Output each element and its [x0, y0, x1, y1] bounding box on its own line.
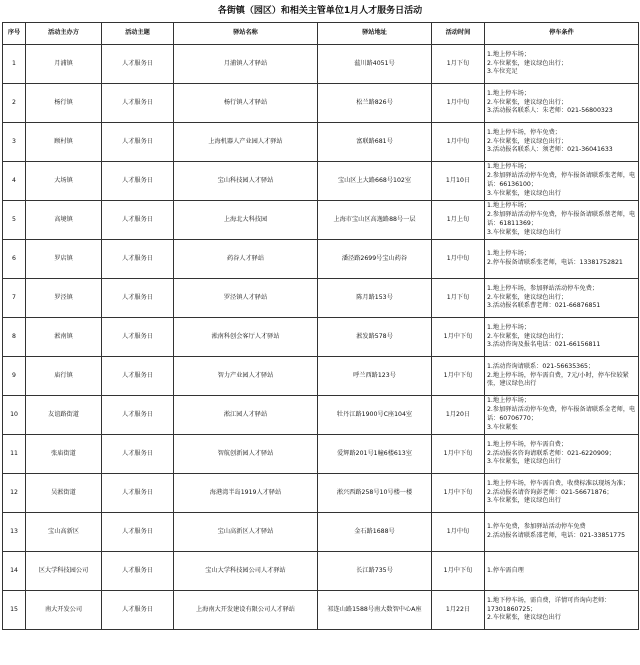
- condition-line: 1.地上停车场；: [487, 50, 531, 58]
- condition-line: 3.活动报名联系曹老师：021-66876851: [487, 302, 601, 310]
- header-no: 序号: [3, 23, 26, 45]
- cell-host: 区大学科技园公司: [26, 552, 102, 591]
- cell-no: 15: [3, 591, 26, 630]
- table-row: [3, 513, 639, 552]
- condition-line: 2.活动报名咨询请联系老师：021-6220909；: [487, 449, 615, 457]
- cell-station: 宝山科技园人才驿站: [174, 162, 318, 201]
- cell-no: 7: [3, 279, 26, 318]
- header-address: 驿站地址: [318, 23, 432, 45]
- cell-host: 罗泾镇: [26, 279, 102, 318]
- cell-time: 1月中旬: [432, 240, 485, 279]
- cell-conditions: [485, 591, 639, 630]
- cell-time: 1月20日: [432, 396, 485, 435]
- cell-host: 友谊路街道: [26, 396, 102, 435]
- condition-line: 2.活动报名请咨询彭老师：021-56671876；: [487, 488, 613, 496]
- cell-host: 庙行镇: [26, 357, 102, 396]
- condition-line: 1.地上停车场；: [487, 323, 531, 331]
- table-row: [3, 45, 639, 84]
- table-row: [3, 591, 639, 630]
- cell-time: 1月中下旬: [432, 435, 485, 474]
- cell-time: 1月下旬: [432, 45, 485, 84]
- cell-host: 南大开发公司: [26, 591, 102, 630]
- cell-time: 1月22日: [432, 591, 485, 630]
- cell-conditions: [485, 435, 639, 474]
- cell-theme: 人才服务日: [102, 123, 174, 162]
- condition-line: 2.车位紧张，建议绿色出行；: [487, 98, 568, 106]
- cell-station: 淞南科创会客厅人才驿站: [174, 318, 318, 357]
- table-body: [3, 45, 639, 630]
- cell-station: 宝山大学科技园公司人才驿站: [174, 552, 318, 591]
- condition-line: 2.车位紧张，建议绿色出行: [487, 614, 561, 622]
- cell-no: 1: [3, 45, 26, 84]
- cell-address: 潘泾路2699号宝山药谷: [318, 240, 432, 279]
- cell-theme: 人才服务日: [102, 357, 174, 396]
- cell-theme: 人才服务日: [102, 396, 174, 435]
- cell-time: 1月中下旬: [432, 552, 485, 591]
- condition-line: 2.参加驿站活动停车免费，停车报备请联系张老师，电话：66136100；: [487, 172, 636, 188]
- cell-station: 上海南大开发建设有限公司人才驿站: [174, 591, 318, 630]
- cell-conditions: [485, 279, 639, 318]
- cell-station: 智力产业园人才驿站: [174, 357, 318, 396]
- condition-line: 1.地上停车场，参加驿站活动停车免费；: [487, 284, 599, 292]
- cell-host: 大场镇: [26, 162, 102, 201]
- cell-conditions: [485, 474, 639, 513]
- header-station: 驿站名称: [174, 23, 318, 45]
- cell-conditions: [485, 162, 639, 201]
- table-row: [3, 123, 639, 162]
- cell-time: 1月中下旬: [432, 474, 485, 513]
- condition-line: 1.地上停车场，停车需自费；: [487, 440, 568, 448]
- cell-theme: 人才服务日: [102, 591, 174, 630]
- table-row: [3, 552, 639, 591]
- condition-line: 3.活动报名联系人：朱老师：021-56800323: [487, 107, 613, 115]
- cell-address: 牡丹江路1900号C座104室: [318, 396, 432, 435]
- table-row: [3, 396, 639, 435]
- cell-time: 1月中旬: [432, 84, 485, 123]
- cell-no: 5: [3, 201, 26, 240]
- table-row: [3, 474, 639, 513]
- cell-station: 宝山高新区人才驿站: [174, 513, 318, 552]
- condition-line: 2.车位紧张，建议绿色出行；: [487, 137, 568, 145]
- cell-theme: 人才服务日: [102, 201, 174, 240]
- cell-host: 张庙街道: [26, 435, 102, 474]
- cell-no: 2: [3, 84, 26, 123]
- cell-no: 10: [3, 396, 26, 435]
- cell-conditions: [485, 357, 639, 396]
- cell-host: 高境镇: [26, 201, 102, 240]
- cell-station: 上海机器人产业园人才驿站: [174, 123, 318, 162]
- condition-line: 3.车位紧张，建议绿色出行: [487, 228, 561, 236]
- condition-line: 2.车位紧张，建议绿色出行；: [487, 332, 568, 340]
- cell-no: 14: [3, 552, 26, 591]
- cell-theme: 人才服务日: [102, 474, 174, 513]
- table-row: [3, 162, 639, 201]
- cell-time: 1月中下旬: [432, 318, 485, 357]
- condition-line: 2.活动报名请联系邵老师，电话：021-33851775: [487, 532, 626, 539]
- cell-host: 淞南镇: [26, 318, 102, 357]
- condition-line: 1.停车免费，参加驿站活动停车免费: [487, 523, 586, 531]
- cell-conditions: [485, 513, 639, 552]
- cell-host: 顾村镇: [26, 123, 102, 162]
- cell-address: 金石路1688号: [318, 513, 432, 552]
- cell-time: 1月10日: [432, 162, 485, 201]
- table-row: [3, 240, 639, 279]
- cell-address: 松兰路826号: [318, 84, 432, 123]
- cell-station: 药谷人才驿站: [174, 240, 318, 279]
- cell-no: 8: [3, 318, 26, 357]
- cell-host: 吴淞街道: [26, 474, 102, 513]
- condition-line: 2.车位紧张，建议绿色出行；: [487, 293, 568, 301]
- page-title: 各街镇（园区）和相关主管单位1月人才服务日活动: [217, 6, 423, 16]
- cell-no: 4: [3, 162, 26, 201]
- condition-line: 3.活动咨询及报名电话：021-66156811: [487, 341, 601, 349]
- cell-conditions: [485, 201, 639, 240]
- cell-time: 1月下旬: [432, 279, 485, 318]
- cell-conditions: [485, 123, 639, 162]
- condition-line: 3.车位紧张，建议绿色出行: [487, 497, 561, 505]
- cell-theme: 人才服务日: [102, 240, 174, 279]
- condition-line: 3.车位充足: [487, 68, 518, 76]
- cell-theme: 人才服务日: [102, 279, 174, 318]
- cell-theme: 人才服务日: [102, 45, 174, 84]
- cell-conditions: [485, 396, 639, 435]
- condition-line: 1.活动咨询请联系：021-56635365；: [487, 362, 595, 370]
- cell-station: 杨行镇人才驿站: [174, 84, 318, 123]
- cell-station: 海港湾半岛1919人才驿站: [174, 474, 318, 513]
- header-host: 活动主办方: [26, 23, 102, 45]
- cell-theme: 人才服务日: [102, 318, 174, 357]
- cell-address: 爱辉路201号1幢6楼613室: [318, 435, 432, 474]
- cell-theme: 人才服务日: [102, 552, 174, 591]
- condition-line: 1.地下停车场，需自费，详情可咨询向老师：17301860725；: [487, 596, 611, 613]
- cell-address: 长江路735号: [318, 552, 432, 591]
- table-row: [3, 84, 639, 123]
- condition-line: 3.活动报名联系人：须老师：021-36041633: [487, 146, 613, 154]
- cell-no: 3: [3, 123, 26, 162]
- cell-address: 陈月路153号: [318, 279, 432, 318]
- cell-station: 罗泾镇人才驿站: [174, 279, 318, 318]
- cell-theme: 人才服务日: [102, 84, 174, 123]
- cell-conditions: [485, 45, 639, 84]
- cell-time: 1月中旬: [432, 123, 485, 162]
- condition-line: 1.地上停车场，停车需自费，收费标准以现场为准；: [487, 479, 630, 487]
- cell-address: 蕰川路4051号: [318, 45, 432, 84]
- cell-station: 淞江园人才驿站: [174, 396, 318, 435]
- cell-no: 13: [3, 513, 26, 552]
- cell-theme: 人才服务日: [102, 435, 174, 474]
- condition-line: 1.地上停车场，停车免费；: [487, 128, 561, 136]
- condition-line: 1.停车需自理: [487, 566, 524, 574]
- cell-station: 智航创新园人才驿站: [174, 435, 318, 474]
- cell-host: 宝山高新区: [26, 513, 102, 552]
- cell-time: 1月中下旬: [432, 357, 485, 396]
- cell-no: 9: [3, 357, 26, 396]
- cell-no: 11: [3, 435, 26, 474]
- cell-host: 月浦镇: [26, 45, 102, 84]
- cell-host: 杨行镇: [26, 84, 102, 123]
- table-row: [3, 435, 639, 474]
- cell-no: 6: [3, 240, 26, 279]
- condition-line: 3.车位紧张，建议绿色出行: [487, 189, 561, 197]
- condition-line: 1.地上停车场；: [487, 202, 531, 210]
- condition-line: 2.参加驿站活动停车免费，停车报备请联系金老师，电话：60706770；: [487, 406, 636, 422]
- condition-line: 1.地上停车场；: [487, 397, 531, 405]
- cell-conditions: [485, 552, 639, 591]
- header-time: 活动时间: [432, 23, 485, 45]
- header-theme: 活动主题: [102, 23, 174, 45]
- cell-host: 罗店镇: [26, 240, 102, 279]
- cell-address: 淞兴西路258号10号楼一楼: [318, 474, 432, 513]
- table-row: [3, 279, 639, 318]
- condition-line: 3.车位紧张: [487, 423, 518, 431]
- condition-line: 2.车位紧张，建议绿色出行；: [487, 59, 568, 67]
- table-row: [3, 318, 639, 357]
- condition-line: 1.地上停车场；: [487, 250, 531, 258]
- header-conditions: 停车条件: [485, 23, 639, 45]
- cell-theme: 人才服务日: [102, 162, 174, 201]
- activity-table: [2, 22, 639, 630]
- cell-conditions: [485, 318, 639, 357]
- cell-station: 月浦镇人才驿站: [174, 45, 318, 84]
- cell-station: 上海北大科技园: [174, 201, 318, 240]
- cell-address: 宝山区上大路668号102室: [318, 162, 432, 201]
- cell-conditions: [485, 84, 639, 123]
- cell-conditions: [485, 240, 639, 279]
- cell-address: 呼兰西路123号: [318, 357, 432, 396]
- condition-line: 1.地上停车场；: [487, 163, 531, 171]
- cell-no: 12: [3, 474, 26, 513]
- cell-address: 淞发路578号: [318, 318, 432, 357]
- condition-line: 2.停车报备请联系张老师，电话：13381752821: [487, 259, 623, 266]
- condition-line: 1.地上停车场；: [487, 89, 531, 97]
- cell-address: 富联路681号: [318, 123, 432, 162]
- table-row: [3, 357, 639, 396]
- table-row: [3, 201, 639, 240]
- cell-address: 上海市宝山区高逸路88号一层: [318, 201, 432, 240]
- cell-theme: 人才服务日: [102, 513, 174, 552]
- header-row: [3, 23, 639, 45]
- cell-address: 祁连山路1588号南大数智中心A座: [318, 591, 432, 630]
- condition-line: 3.车位紧张，建议绿色出行: [487, 458, 561, 466]
- cell-time: 1月上旬: [432, 201, 485, 240]
- cell-time: 1月中旬: [432, 513, 485, 552]
- condition-line: 2.参加驿站活动停车免费，停车报备请联系蔡老师，电话：61811369；: [487, 211, 636, 227]
- condition-line: 2.地上停车场，停车需自费，7元/小时，停车位较紧张，建议绿色出行: [487, 371, 629, 388]
